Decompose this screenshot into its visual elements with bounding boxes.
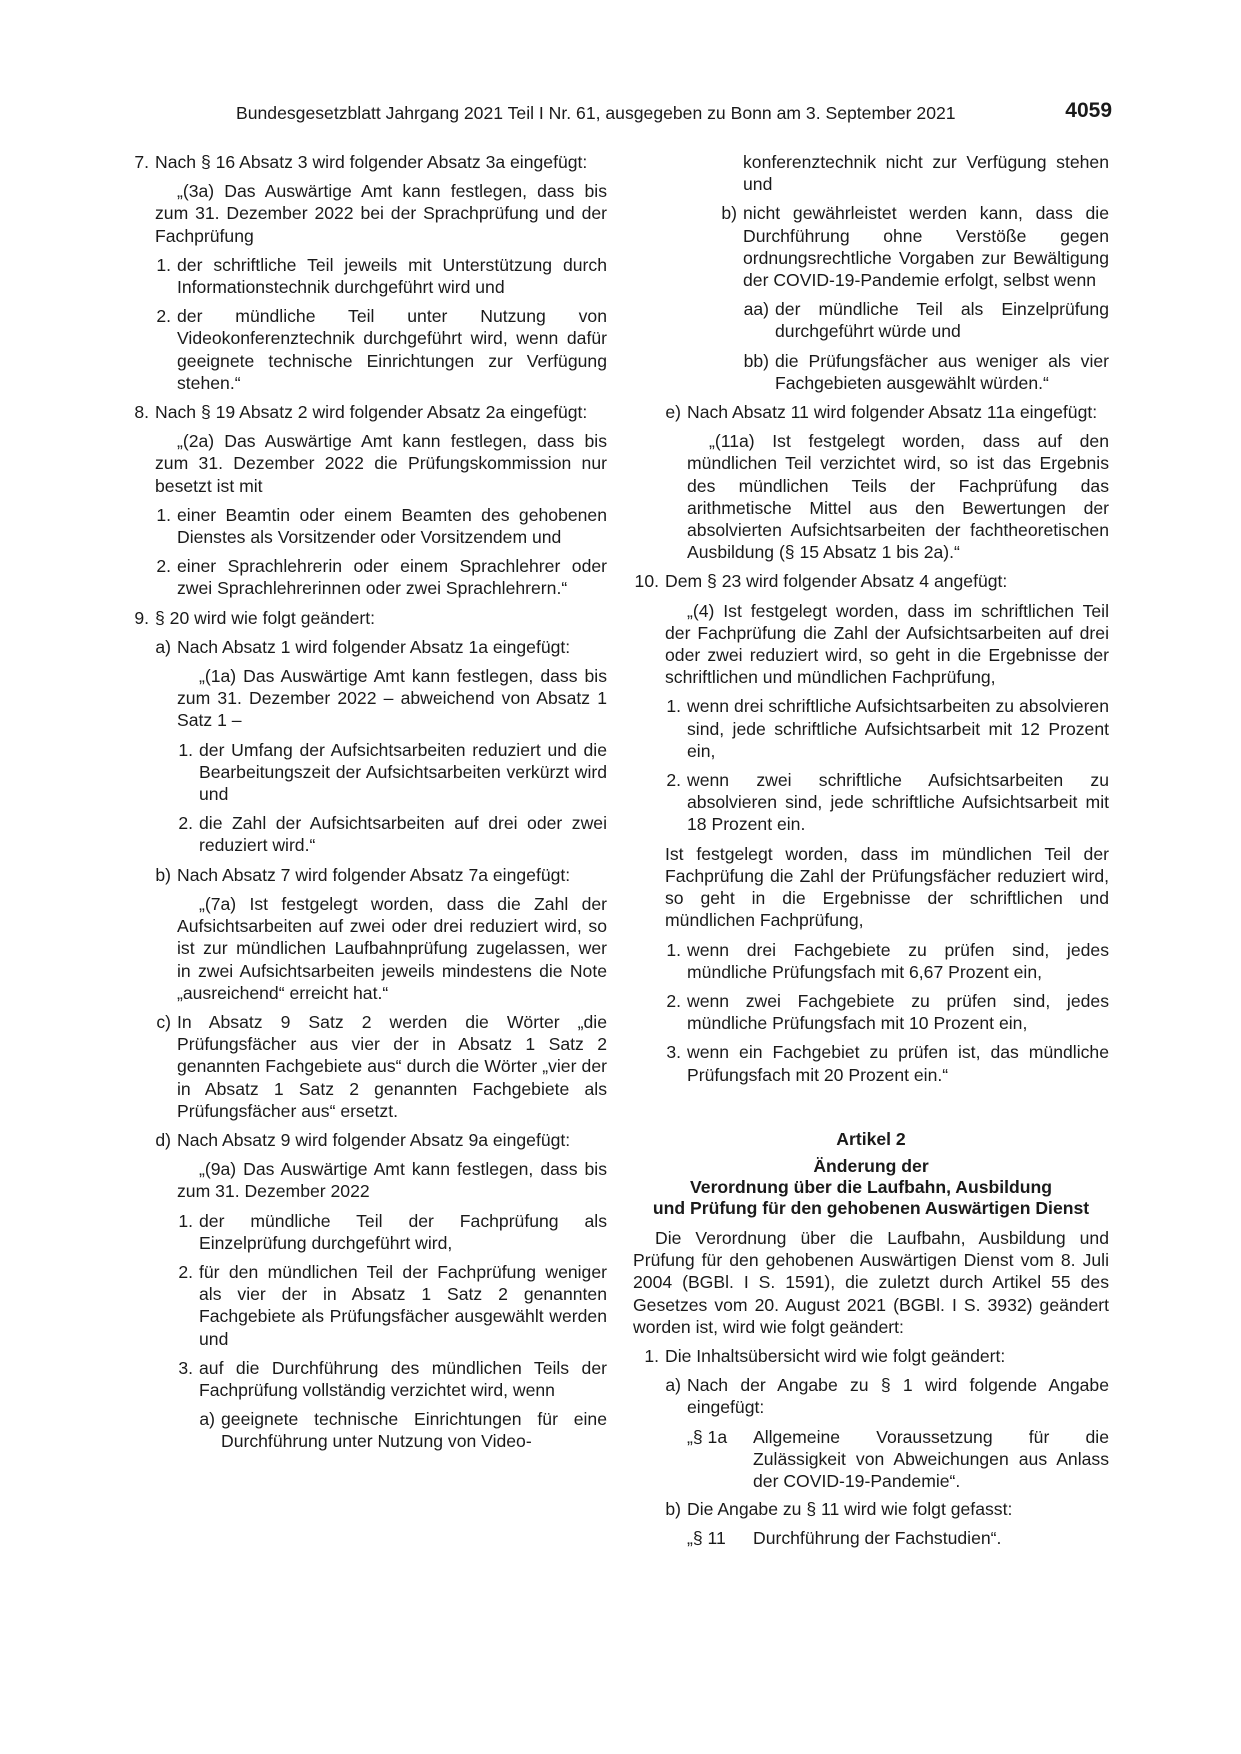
item-number: 3. (666, 1042, 681, 1063)
list-item (177, 1261, 607, 1350)
list-item (665, 1041, 1109, 1085)
item-text: Nach § 19 Absatz 2 wird folgender Absatz 2a eingefügt: (155, 402, 588, 423)
item-number: 1. (156, 254, 171, 275)
toc-ref: „§ 1a (687, 1426, 728, 1447)
list-item (155, 254, 607, 298)
item-letter: d) (155, 1129, 171, 1150)
continued-text: konferenztechnik nicht zur Verfügung stehen und (743, 152, 1109, 195)
quoted-paragraph-11a: „(11a) Ist festgelegt worden, dass auf den mündlichen Teil verzichtet wird, so ist das Ergebnis des mündlichen Teils der Fachprüfung das arithmetische Mittel aus den Bewertungen der absolvierten Aufsichtsarbeiten der fachtheoretischen Ausbildung (§ 15 Absatz 1 bis 2a).“ (687, 431, 1109, 563)
article-subheading-line: und Prüfung für den gehobenen Auswärtigen Dienst (652, 1197, 1090, 1218)
list-item-9e (665, 401, 1109, 423)
item-number: 8. (134, 402, 149, 423)
list-item-9 (133, 607, 607, 629)
item-letter: b) (721, 203, 737, 224)
item-number: 1. (666, 696, 681, 717)
item-text: wenn zwei Fachgebiete zu prüfen sind, jedes mündliche Prüfungsfach mit 10 Prozent ein, (687, 990, 1109, 1034)
item-text: der mündliche Teil als Einzelprüfung durchgeführt würde und (775, 299, 1109, 342)
item-number: 2. (156, 306, 171, 327)
item-text: einer Sprachlehrerin oder einem Sprachlehrer oder zwei Sprachlehrerinnen oder zwei Sprachlehrern.“ (177, 556, 607, 599)
item-number: 1. (178, 739, 193, 760)
list-item (721, 202, 1109, 291)
quoted-paragraph-4: „(4) Ist festgelegt worden, dass im schriftlichen Teil der Fachprüfung die Zahl der Aufsichtsarbeiten auf drei oder zwei reduziert wird, so geht in die Ergebnisse der schriftlichen und mündlichen Fachprüfung, (665, 600, 1109, 688)
page-number: 4059 (1065, 99, 1112, 122)
article-subheading-line: Verordnung über die Laufbahn, Ausbildung (690, 1176, 1052, 1197)
item-text: einer Beamtin oder einem Beamten des gehobenen Dienstes als Vorsitzender oder Vorsitzendem und (177, 504, 607, 548)
quoted-paragraph-3a: „(3a) Das Auswärtige Amt kann festlegen, dass bis zum 31. Dezember 2022 bei der Sprachprüfung und der Fachprüfung (155, 181, 607, 246)
item-text: die Prüfungsfächer aus weniger als vier Fachgebieten ausgewählt würden.“ (775, 350, 1109, 393)
list-item (665, 695, 1109, 762)
list-item (155, 305, 607, 394)
item-letter: b) (665, 1499, 681, 1520)
item-text: wenn ein Fachgebiet zu prüfen ist, das mündliche Prüfungsfach mit 20 Prozent ein.“ (687, 1042, 1109, 1085)
item-number: 2. (666, 990, 681, 1011)
item-text: wenn drei schriftliche Aufsichtsarbeiten zu absolvieren sind, jede schriftliche Aufsichtsarbeit mit 12 Prozent ein, (687, 696, 1109, 761)
item-text: Nach der Angabe zu § 1 wird folgende Angabe eingefügt: (687, 1375, 1109, 1418)
list-item-9b (155, 864, 607, 886)
item-text: wenn zwei schriftliche Aufsichtsarbeiten zu absolvieren sind, jede schriftliche Aufsichtsarbeit mit 18 Prozent ein. (687, 770, 1109, 835)
article-heading: Artikel 2 (836, 1128, 906, 1149)
item-number: 7. (134, 152, 149, 172)
item-number: 1. (156, 504, 171, 525)
item-text: der schriftliche Teil jeweils mit Unterstützung durch Informationstechnik durchgeführt wird und (177, 254, 607, 298)
item-number: 1. (644, 1345, 659, 1366)
item-letter: e) (665, 402, 681, 423)
item-number: 1. (666, 939, 681, 960)
item-letter: c) (156, 1011, 171, 1032)
list-item-9c (155, 1011, 607, 1122)
item-letter: aa) (743, 299, 769, 320)
running-title: Bundesgesetzblatt Jahrgang 2021 Teil I Nr. 61, ausgegeben zu Bonn am 3. September 2021 (236, 103, 956, 123)
list-item (155, 504, 607, 548)
item-text: Nach Absatz 9 wird folgender Absatz 9a eingefügt: (177, 1129, 571, 1150)
item-number: 9. (134, 607, 149, 628)
list-item (177, 812, 607, 856)
article-subheading (633, 1156, 1109, 1219)
quoted-paragraph-1a: „(1a) Das Auswärtige Amt kann festlegen, dass bis zum 31. Dezember 2022 – abweichend von Absatz 1 Satz 1 – (177, 666, 607, 731)
item-text: geeignete technische Einrichtungen für eine Durchführung unter Nutzung von Video- (221, 1409, 607, 1452)
item-text: Die Angabe zu § 11 wird wie folgt gefasst: (687, 1499, 1013, 1520)
list-item-8 (133, 401, 607, 423)
list-item (665, 769, 1109, 836)
list-item (199, 1408, 607, 1452)
item-number: 2. (178, 813, 193, 834)
quoted-paragraph-9a: „(9a) Das Auswärtige Amt kann festlegen, dass bis zum 31. Dezember 2022 (177, 1159, 607, 1202)
item-letter: bb) (743, 350, 769, 371)
quoted-paragraph-2a: „(2a) Das Auswärtige Amt kann festlegen, dass bis zum 31. Dezember 2022 die Prüfungskommission nur besetzt ist mit (155, 431, 607, 496)
item-text: Dem § 23 wird folgender Absatz 4 angefügt: (665, 571, 1008, 592)
toc-entry (687, 1426, 1109, 1493)
list-item (177, 1210, 607, 1254)
list-item (743, 350, 1109, 394)
list-item (665, 1498, 1109, 1520)
item-text: der Umfang der Aufsichtsarbeiten reduziert und die Bearbeitungszeit der Aufsichtsarbeiten verkürzt wird und (199, 739, 607, 805)
item-text: auf die Durchführung des mündlichen Teils der Fachprüfung vollständig verzichtet wird, wenn (199, 1357, 607, 1400)
list-item-7 (133, 151, 607, 173)
list-item (177, 739, 607, 806)
toc-ref: „§ 11 (687, 1528, 726, 1549)
item-text: In Absatz 9 Satz 2 werden die Wörter „die Prüfungsfächer aus vier der in Absatz 1 Satz 2 genannten Fachgebiete aus“ durch die Wörter „vier der in Absatz 1 Satz 2 genannten Fachgebiete als Prüfungsfächer aus“ ersetzt. (177, 1011, 607, 1121)
item-text: Die Inhaltsübersicht wird wie folgt geändert: (665, 1345, 1006, 1366)
item-number: 10. (634, 571, 659, 592)
item-text: für den mündlichen Teil der Fachprüfung weniger als vier der in Absatz 1 Satz 2 genannten Fachgebiete als Prüfungsfächer ausgewählt werden und (199, 1261, 607, 1349)
quoted-paragraph-7a: „(7a) Ist festgelegt worden, dass die Zahl der Aufsichtsarbeiten auf zwei oder drei reduziert wird, so ist zur mündlichen Laufbahnprüfung zugelassen, wer in zwei Aufsichtsarbeiten jeweils mindestens die Note „ausreichend“ erreicht hat.“ (177, 893, 607, 1003)
item-number: 1. (178, 1210, 193, 1231)
item-text: Nach § 16 Absatz 3 wird folgender Absatz 3a eingefügt: (155, 152, 588, 172)
item-text: Nach Absatz 1 wird folgender Absatz 1a eingefügt: (177, 636, 571, 657)
left-column (134, 151, 607, 1460)
item-text: die Zahl der Aufsichtsarbeiten auf drei oder zwei reduziert wird.“ (199, 813, 607, 856)
item-number: 2. (178, 1261, 193, 1282)
right-column (633, 151, 1109, 1556)
paragraph: Ist festgelegt worden, dass im mündlichen Teil der Fachprüfung die Zahl der Prüfungsfächer reduziert wird, so geht in die Ergebnisse der schriftlichen und mündlichen Fachprüfung, (665, 843, 1109, 931)
item-text: Nach Absatz 7 wird folgender Absatz 7a eingefügt: (177, 864, 571, 885)
article-subheading-line: Änderung der (813, 1155, 929, 1176)
running-header (236, 100, 1112, 126)
list-item (155, 555, 607, 599)
item-letter: b) (155, 864, 171, 885)
item-letter: a) (665, 1375, 681, 1396)
item-letter: a) (199, 1409, 215, 1430)
list-item (177, 1357, 607, 1401)
list-item (665, 939, 1109, 983)
item-text: Nach Absatz 11 wird folgender Absatz 11a eingefügt: (687, 402, 1098, 423)
list-item (743, 298, 1109, 342)
article-intro: Die Verordnung über die Laufbahn, Ausbildung und Prüfung für den gehobenen Auswärtigen Dienst vom 8. Juli 2004 (BGBl. I S. 1591), die zuletzt durch Artikel 55 des Gesetzes vom 20. August 2021 (BGBl. I S. 3932) geändert worden ist, wird wie folgt geändert: (633, 1227, 1109, 1337)
list-item (643, 1345, 1109, 1367)
list-item-10 (633, 570, 1109, 592)
item-text: wenn drei Fachgebiete zu prüfen sind, jedes mündliche Prüfungsfach mit 6,67 Prozent ein, (687, 939, 1109, 982)
list-item-9a (155, 636, 607, 658)
item-number: 2. (156, 556, 171, 577)
item-text: § 20 wird wie folgt geändert: (155, 607, 376, 628)
toc-entry (687, 1527, 1109, 1549)
item-text: der mündliche Teil der Fachprüfung als Einzelprüfung durchgeführt wird, (199, 1210, 607, 1253)
toc-text: Durchführung der Fachstudien“. (753, 1528, 1002, 1549)
list-item (665, 990, 1109, 1034)
item-number: 3. (178, 1357, 193, 1378)
list-item-9d (155, 1129, 607, 1151)
item-text: der mündliche Teil unter Nutzung von Videokonferenztechnik durchgeführt wird, wenn dafür geeignete technische Einrichtungen zur Verfügung stehen.“ (177, 306, 607, 393)
list-item (665, 1374, 1109, 1418)
item-letter: a) (155, 636, 171, 657)
item-text: nicht gewährleistet werden kann, dass die Durchführung ohne Verstöße gegen ordnungsrechtliche Vorgaben zur Bewältigung der COVID-19-Pandemie erfolgt, selbst wenn (743, 203, 1109, 291)
toc-text: Allgemeine Voraussetzung für die Zulässigkeit von Abweichungen aus Anlass der COVID-19-Pandemie“. (753, 1426, 1109, 1491)
item-number: 2. (666, 770, 681, 791)
